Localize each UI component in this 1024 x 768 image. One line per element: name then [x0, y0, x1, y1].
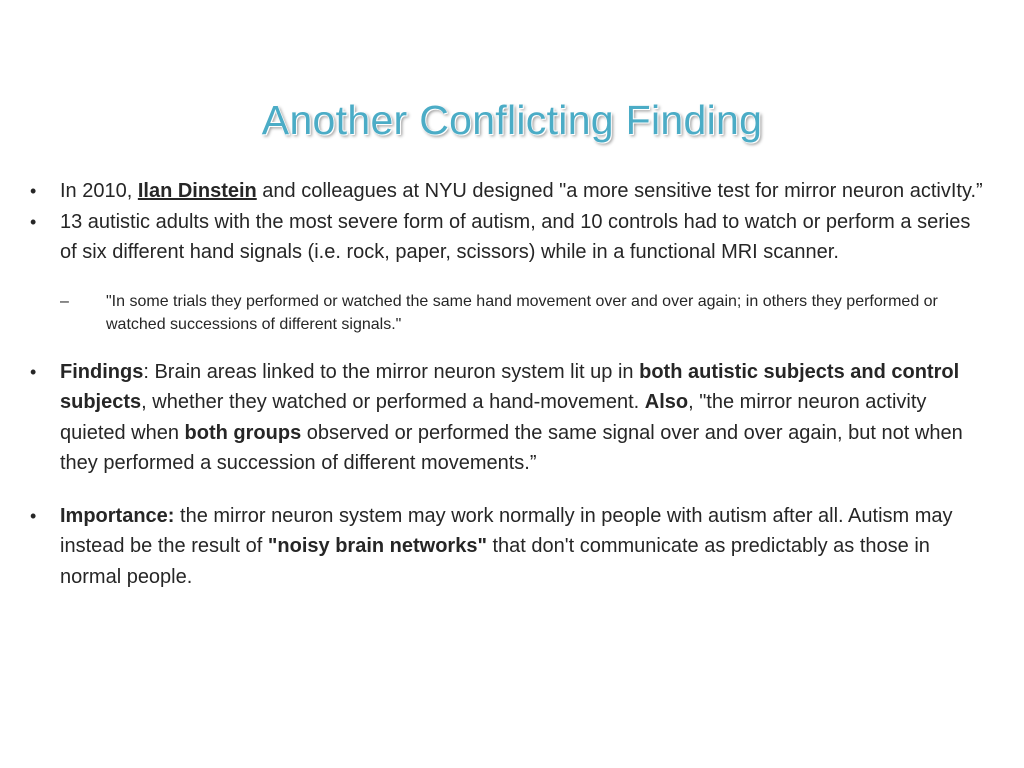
- bullet-text-pre: In 2010,: [60, 180, 138, 202]
- bullet-marker: •: [30, 505, 37, 526]
- bullet-item-participants: [30, 207, 990, 268]
- importance-label: Importance:: [60, 504, 175, 527]
- findings-label: Findings: [60, 360, 144, 383]
- importance-text: [60, 505, 953, 588]
- sub-bullet-text: "In some trials they performed or watched the same hand movement over and over again; in others they performed or watched successions of different signals.": [106, 292, 938, 333]
- findings-t4: observed or performed the same signal over and over again, but not when they performed a succession of different movements.”: [60, 421, 963, 474]
- bullet-item-dinstein: [30, 176, 990, 207]
- importance-b1: "noisy brain networks": [267, 535, 487, 557]
- dinstein-link[interactable]: Ilan Dinstein: [137, 180, 257, 202]
- content-list: [30, 176, 990, 592]
- bullet-marker: •: [30, 361, 37, 382]
- bullet-text: [60, 180, 983, 202]
- importance-t1: the mirror neuron system may work normally in people with autism after all. Autism may instead be the result of: [60, 504, 953, 557]
- bullet-marker: •: [30, 211, 37, 232]
- bullet-text: 13 autistic adults with the most severe form of autism, and 10 controls had to watch or perform a series of six different hand signals (i.e. rock, paper, scissors) while in a functional MRI scanner.: [60, 210, 971, 263]
- bullet-marker: •: [30, 181, 37, 201]
- findings-t3: , "the mirror neuron activity quieted when: [60, 391, 927, 444]
- findings-b1: both autistic subjects and control subjects: [60, 360, 960, 413]
- slide-title: Another Conflicting Finding: [261, 97, 763, 143]
- sub-bullet-marker: –: [60, 292, 69, 310]
- sub-bullet-item-trials: [30, 290, 990, 337]
- findings-t2: , whether they watched or performed a hand-movement.: [141, 391, 645, 413]
- spacer: [30, 479, 990, 501]
- bullet-item-findings: [30, 357, 990, 479]
- findings-b2: Also: [644, 391, 689, 413]
- bullet-item-importance: [30, 501, 990, 593]
- importance-t2: that don't communicate as predictably as those in normal people.: [60, 535, 930, 588]
- findings-text: [60, 361, 963, 475]
- findings-t1: : Brain areas linked to the mirror neuron system lit up in: [143, 360, 640, 383]
- bullet-text-post: and colleagues at NYU designed "a more sensitive test for mirror neuron activIty.”: [256, 180, 983, 202]
- findings-b3: both groups: [184, 421, 302, 444]
